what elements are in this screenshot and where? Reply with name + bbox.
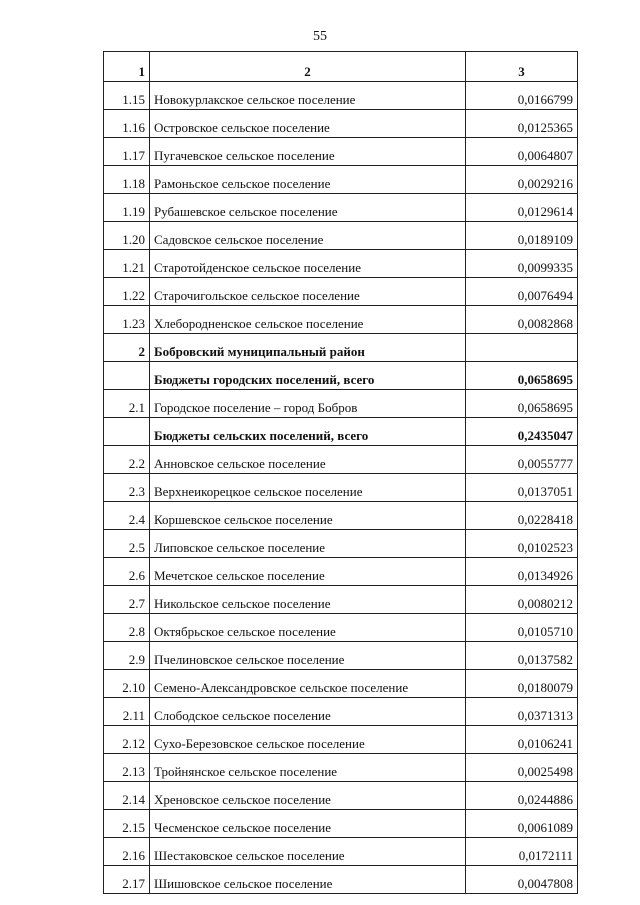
table-row [104,782,578,810]
row-value-cell: 0,0055777 [466,446,578,474]
row-name-cell: Верхнеикорецкое сельское поселение [150,474,466,502]
table-row [104,390,578,418]
row-value-cell: 0,0029216 [466,166,578,194]
table-header-row [104,52,578,82]
table-row [104,110,578,138]
row-value-cell: 0,0244886 [466,782,578,810]
table-row [104,222,578,250]
table-row [104,278,578,306]
table-row [104,334,578,362]
row-number-cell: 2.10 [104,670,150,698]
table-body [104,52,578,894]
table-row [104,586,578,614]
row-name-cell: Старотойденское сельское поселение [150,250,466,278]
table-row [104,838,578,866]
row-number-cell: 2.11 [104,698,150,726]
row-name-cell: Пчелиновское сельское поселение [150,642,466,670]
row-value-cell: 0,0105710 [466,614,578,642]
row-number-cell: 1.20 [104,222,150,250]
row-name-cell: Старочигольское сельское поселение [150,278,466,306]
row-name-cell: Рамоньское сельское поселение [150,166,466,194]
row-number-cell [104,418,150,446]
table-row [104,558,578,586]
row-number-cell: 2 [104,334,150,362]
row-name-cell: Чесменское сельское поселение [150,810,466,838]
row-number-cell: 1.21 [104,250,150,278]
row-name-cell: Сухо-Березовское сельское поселение [150,726,466,754]
row-name-cell: Новокурлакское сельское поселение [150,82,466,110]
table-row [104,474,578,502]
table-row [104,726,578,754]
table-row [104,754,578,782]
row-name-cell: Слободское сельское поселение [150,698,466,726]
row-name-cell: Островское сельское поселение [150,110,466,138]
row-name-cell: Октябрьское сельское поселение [150,614,466,642]
table-row [104,698,578,726]
row-value-cell [466,334,578,362]
header-col-3: 3 [466,52,578,82]
row-value-cell: 0,0076494 [466,278,578,306]
table-row [104,502,578,530]
row-name-cell: Липовское сельское поселение [150,530,466,558]
row-value-cell: 0,0061089 [466,810,578,838]
row-number-cell: 1.22 [104,278,150,306]
table-row [104,82,578,110]
row-value-cell: 0,0080212 [466,586,578,614]
row-number-cell: 2.8 [104,614,150,642]
row-value-cell: 0,0371313 [466,698,578,726]
row-value-cell: 0,0137051 [466,474,578,502]
row-value-cell: 0,0172111 [466,838,578,866]
row-name-cell: Шестаковское сельское поселение [150,838,466,866]
table-row [104,138,578,166]
row-number-cell: 2.1 [104,390,150,418]
row-number-cell: 1.17 [104,138,150,166]
row-number-cell: 1.16 [104,110,150,138]
row-name-cell: Хреновское сельское поселение [150,782,466,810]
table-row [104,670,578,698]
row-value-cell: 0,0099335 [466,250,578,278]
table-row [104,810,578,838]
table-row [104,866,578,894]
table-row [104,362,578,390]
row-name-cell: Мечетское сельское поселение [150,558,466,586]
row-name-cell: Бюджеты городских поселений, всего [150,362,466,390]
row-number-cell: 2.17 [104,866,150,894]
row-value-cell: 0,0047808 [466,866,578,894]
row-value-cell: 0,0082868 [466,306,578,334]
row-name-cell: Городское поселение – город Бобров [150,390,466,418]
row-number-cell: 1.19 [104,194,150,222]
row-name-cell: Никольское сельское поселение [150,586,466,614]
row-name-cell: Пугачевское сельское поселение [150,138,466,166]
row-number-cell: 2.2 [104,446,150,474]
row-name-cell: Анновское сельское поселение [150,446,466,474]
row-number-cell: 2.4 [104,502,150,530]
row-value-cell: 0,0137582 [466,642,578,670]
table-row [104,418,578,446]
row-name-cell: Тройнянское сельское поселение [150,754,466,782]
row-number-cell: 2.15 [104,810,150,838]
header-col-1: 1 [104,52,150,82]
row-value-cell: 0,0134926 [466,558,578,586]
row-number-cell: 2.3 [104,474,150,502]
row-number-cell: 1.18 [104,166,150,194]
row-name-cell: Садовское сельское поселение [150,222,466,250]
row-value-cell: 0,0125365 [466,110,578,138]
row-name-cell: Хлебородненское сельское поселение [150,306,466,334]
table-row [104,250,578,278]
row-name-cell: Семено-Александровское сельское поселение [150,670,466,698]
table-row [104,642,578,670]
row-name-cell: Рубашевское сельское поселение [150,194,466,222]
page-number: 55 [313,29,327,44]
row-name-cell: Бобровский муниципальный район [150,334,466,362]
row-number-cell [104,362,150,390]
row-value-cell: 0,0025498 [466,754,578,782]
row-value-cell: 0,0064807 [466,138,578,166]
table-row [104,614,578,642]
row-value-cell: 0,0658695 [466,390,578,418]
row-number-cell: 2.13 [104,754,150,782]
row-name-cell: Бюджеты сельских поселений, всего [150,418,466,446]
row-value-cell: 0,0166799 [466,82,578,110]
row-value-cell: 0,0189109 [466,222,578,250]
row-number-cell: 2.12 [104,726,150,754]
row-number-cell: 2.14 [104,782,150,810]
row-value-cell: 0,0658695 [466,362,578,390]
row-value-cell: 0,0228418 [466,502,578,530]
row-number-cell: 1.23 [104,306,150,334]
row-value-cell: 0,0180079 [466,670,578,698]
row-value-cell: 0,0102523 [466,530,578,558]
row-number-cell: 1.15 [104,82,150,110]
table-row [104,530,578,558]
table-row [104,446,578,474]
row-name-cell: Шишовское сельское поселение [150,866,466,894]
row-value-cell: 0,0129614 [466,194,578,222]
row-number-cell: 2.7 [104,586,150,614]
row-number-cell: 2.16 [104,838,150,866]
row-number-cell: 2.6 [104,558,150,586]
table-row [104,306,578,334]
row-number-cell: 2.5 [104,530,150,558]
table-row [104,194,578,222]
row-name-cell: Коршевское сельское поселение [150,502,466,530]
table-row [104,166,578,194]
row-number-cell: 2.9 [104,642,150,670]
header-col-2: 2 [150,52,466,82]
row-value-cell: 0,2435047 [466,418,578,446]
allocation-table [103,51,578,894]
row-value-cell: 0,0106241 [466,726,578,754]
